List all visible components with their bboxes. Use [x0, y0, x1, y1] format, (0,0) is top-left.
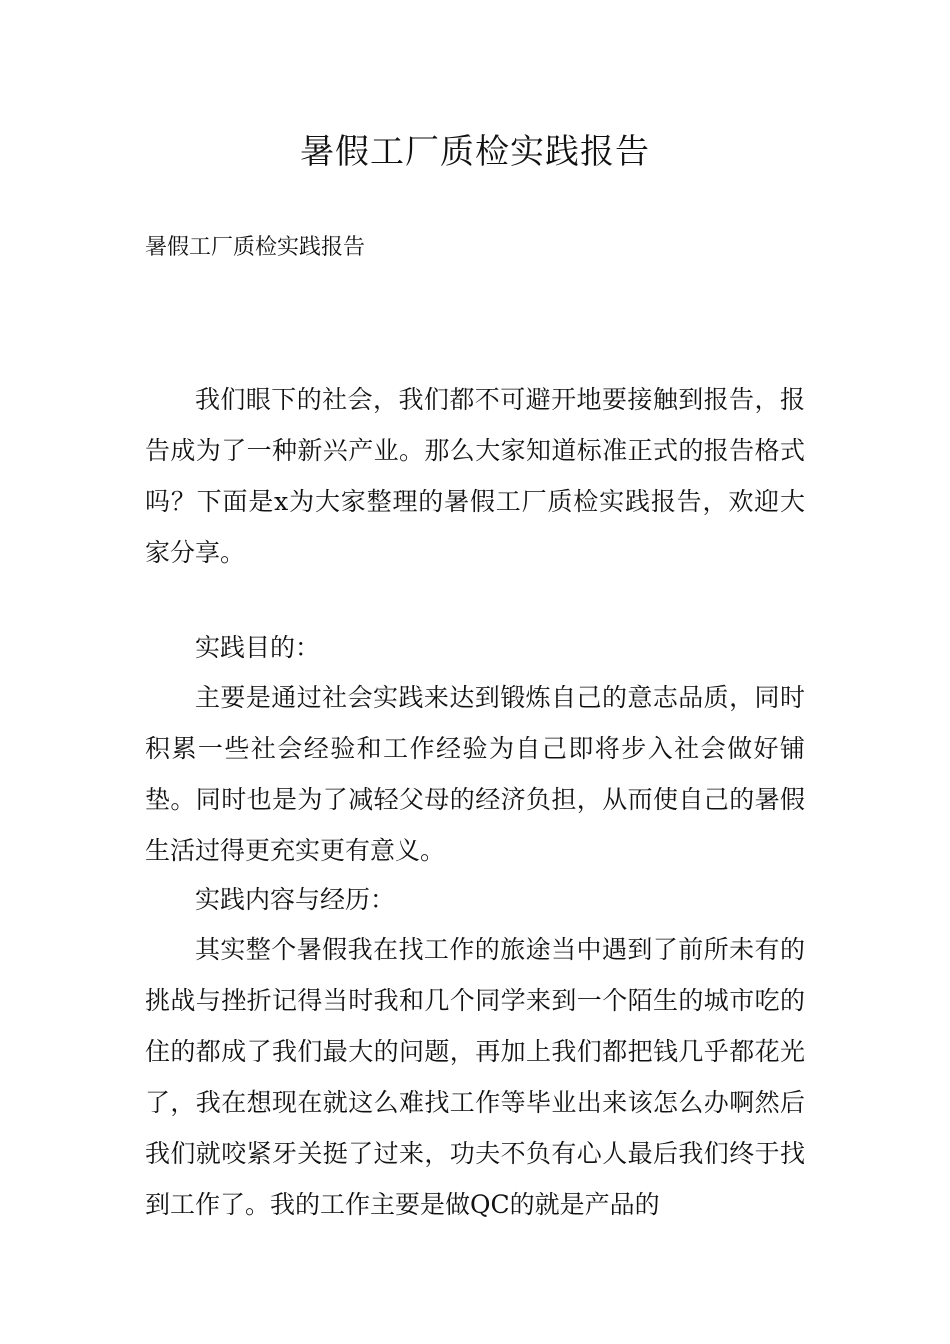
- purpose-paragraph: 主要是通过社会实践来达到锻炼自己的意志品质，同时积累一些社会经验和工作经验为自己即将步入社会做好铺垫。同时也是为了减轻父母的经济负担，从而使自己的暑假生活过得更充实更有意义。: [145, 683, 805, 865]
- document-title: 暑假工厂质检实践报告: [300, 132, 650, 172]
- document-subtitle: 暑假工厂质检实践报告: [145, 235, 366, 260]
- content-paragraph: 其实整个暑假我在找工作的旅途当中遇到了前所未有的挑战与挫折记得当时我和几个同学来到一个陌生的城市吃的住的都成了我们最大的问题，再加上我们都把钱几乎都花光了，我在想现在就这么难找工作等毕业出来该怎么办啊然后我们就咬紧牙关挺了过来，功夫不负有心人最后我们终于找到工作了。我的工作主要是做QC的就是产品的: [145, 935, 805, 1219]
- content-heading: 实践内容与经历：: [195, 885, 396, 914]
- purpose-heading: 实践目的：: [195, 633, 321, 662]
- intro-paragraph: 我们眼下的社会，我们都不可避开地要接触到报告，报告成为了一种新兴产业。那么大家知道标准正式的报告格式吗？下面是x为大家整理的暑假工厂质检实践报告，欢迎大家分享。: [145, 385, 805, 567]
